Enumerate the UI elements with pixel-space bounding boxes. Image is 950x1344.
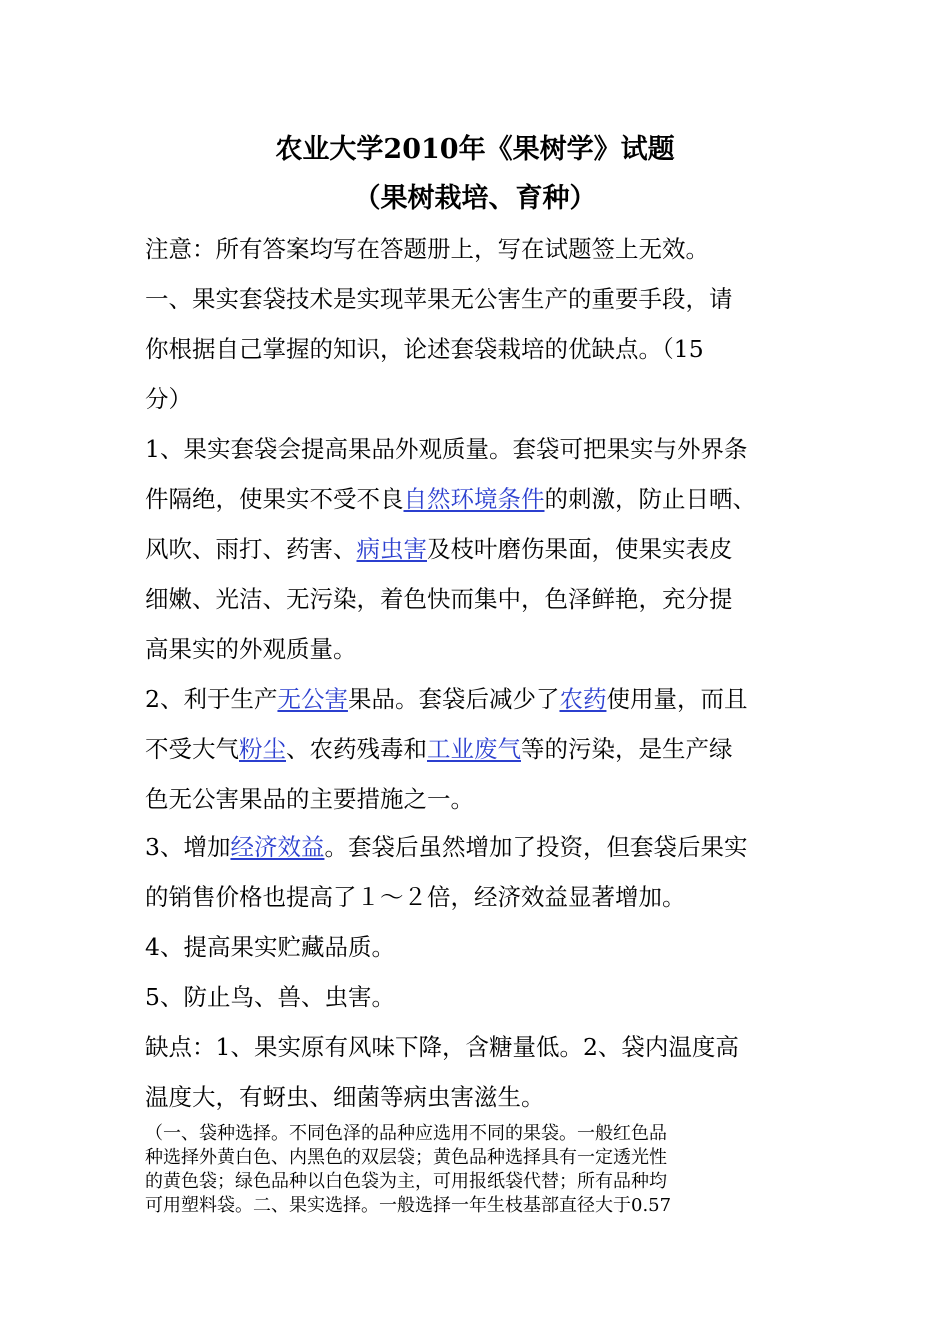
- note-line-2: 种选择外黄白色、内黑色的双层袋；黄色品种选择具有一定透光性: [145, 1147, 667, 1168]
- answer4-line: 4、提高果实贮藏品质。: [145, 933, 395, 961]
- text-segment: 使用量，而且: [606, 685, 748, 713]
- link-pests-diseases[interactable]: 病虫害: [356, 535, 427, 563]
- answer1-line-4: 细嫩、光洁、无污染，着色快而集中，色泽鲜艳，充分提: [145, 585, 733, 613]
- answer2-line-1: [145, 674, 825, 724]
- text-segment: 的刺激，防止日晒、: [544, 485, 756, 513]
- text-segment: 3、增加: [145, 833, 231, 861]
- answer2-line-2: [145, 724, 825, 774]
- answer3-line-1: [145, 822, 825, 872]
- question-line-3: 分）: [145, 385, 192, 413]
- answer3-line-2: 的销售价格也提高了１～２倍，经济效益显著增加。: [145, 883, 686, 911]
- text-segment: 及枝叶磨伤果面，使果实表皮: [427, 535, 733, 563]
- answer5-line: 5、防止鸟、兽、虫害。: [145, 983, 395, 1011]
- link-industrial-waste-gas[interactable]: 工业废气: [427, 735, 521, 763]
- answer1-line-2: [145, 474, 825, 524]
- link-natural-environment[interactable]: 自然环境条件: [403, 485, 545, 513]
- link-pollution-free[interactable]: 无公害: [277, 685, 348, 713]
- document-title: 农业大学2010年《果树学》试题: [275, 134, 675, 165]
- document-subtitle: （果树栽培、育种）: [353, 183, 597, 214]
- answer2-line-3: 色无公害果品的主要措施之一。: [145, 785, 474, 813]
- note-line-4: 可用塑料袋。二、果实选择。一般选择一年生枝基部直径大于0.57: [145, 1195, 672, 1216]
- answer1-line-1: 1、果实套袋会提高果品外观质量。套袋可把果实与外界条: [145, 435, 748, 463]
- note-line-1: （一、袋种选择。不同色泽的品种应选用不同的果袋。一般红色品: [145, 1123, 667, 1144]
- link-pesticide[interactable]: 农药: [559, 685, 607, 713]
- drawbacks-line-2: 温度大，有蚜虫、细菌等病虫害滋生。: [145, 1083, 545, 1111]
- text-segment: 等的污染，是生产绿: [521, 735, 733, 763]
- drawbacks-line-1: 缺点：1、果实原有风味下降，含糖量低。2、袋内温度高: [145, 1033, 739, 1061]
- answer1-line-3: [145, 524, 825, 574]
- text-segment: 果品。套袋后减少了: [347, 685, 560, 713]
- text-segment: 件隔绝，使果实不受不良: [145, 485, 404, 513]
- text-segment: 不受大气: [145, 735, 239, 763]
- notice-text: 注意：所有答案均写在答题册上，写在试题签上无效。: [145, 235, 709, 263]
- link-economic-benefit[interactable]: 经济效益: [230, 833, 325, 861]
- text-segment: 风吹、雨打、药害、: [145, 535, 357, 563]
- answer1-line-5: 高果实的外观质量。: [145, 635, 357, 663]
- link-dust[interactable]: 粉尘: [239, 735, 286, 763]
- text-segment: 2、利于生产: [145, 685, 278, 713]
- question-line-1: 一、果实套袋技术是实现苹果无公害生产的重要手段，请: [145, 285, 733, 313]
- question-line-2: 你根据自己掌握的知识，论述套袋栽培的优缺点。（15: [145, 335, 704, 363]
- text-segment: 。套袋后虽然增加了投资，但套袋后果实: [324, 833, 748, 861]
- note-line-3: 的黄色袋；绿色品种以白色袋为主，可用报纸袋代替；所有品种均: [145, 1171, 667, 1192]
- text-segment: 、农药残毒和: [286, 735, 427, 763]
